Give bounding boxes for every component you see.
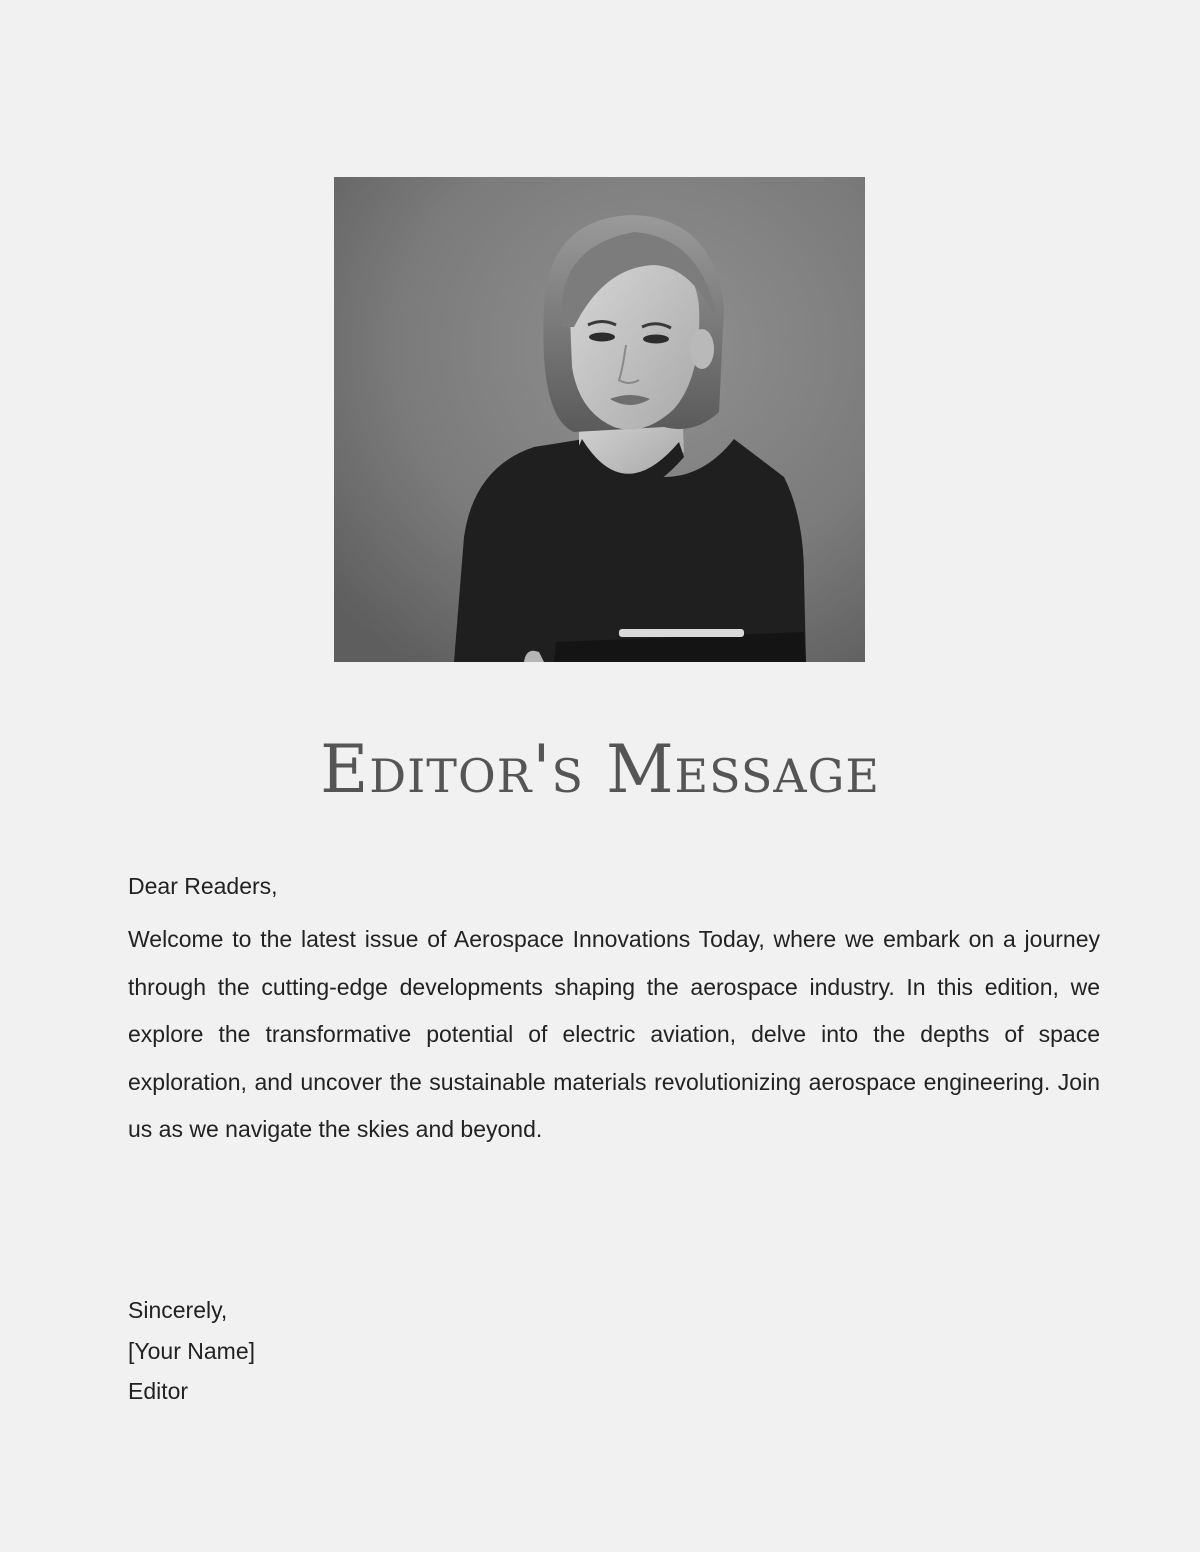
page-title: Editor's Message [320,731,880,808]
editor-name: [Your Name] [128,1337,255,1364]
letter-signoff [128,1290,255,1412]
letter-body [128,866,1100,1154]
letter-greeting: Dear Readers, [128,873,278,899]
editor-role: Editor [128,1378,189,1404]
letter-paragraph: Welcome to the latest issue of Aerospace Innovations Today, where we embark on a journey through the cutting-edge developments shaping the aerospace industry. In this edition, we explore the transformative potential of electric aviation, delve into the depths of space exploration, and uncover the sustainable materials revolutionizing aerospace engineering. Join us as we navigate the skies and beyond. [128,926,1100,1142]
editor-photo [334,177,865,662]
letter-closing: Sincerely, [128,1297,228,1323]
editor-portrait-illustration [334,177,865,662]
